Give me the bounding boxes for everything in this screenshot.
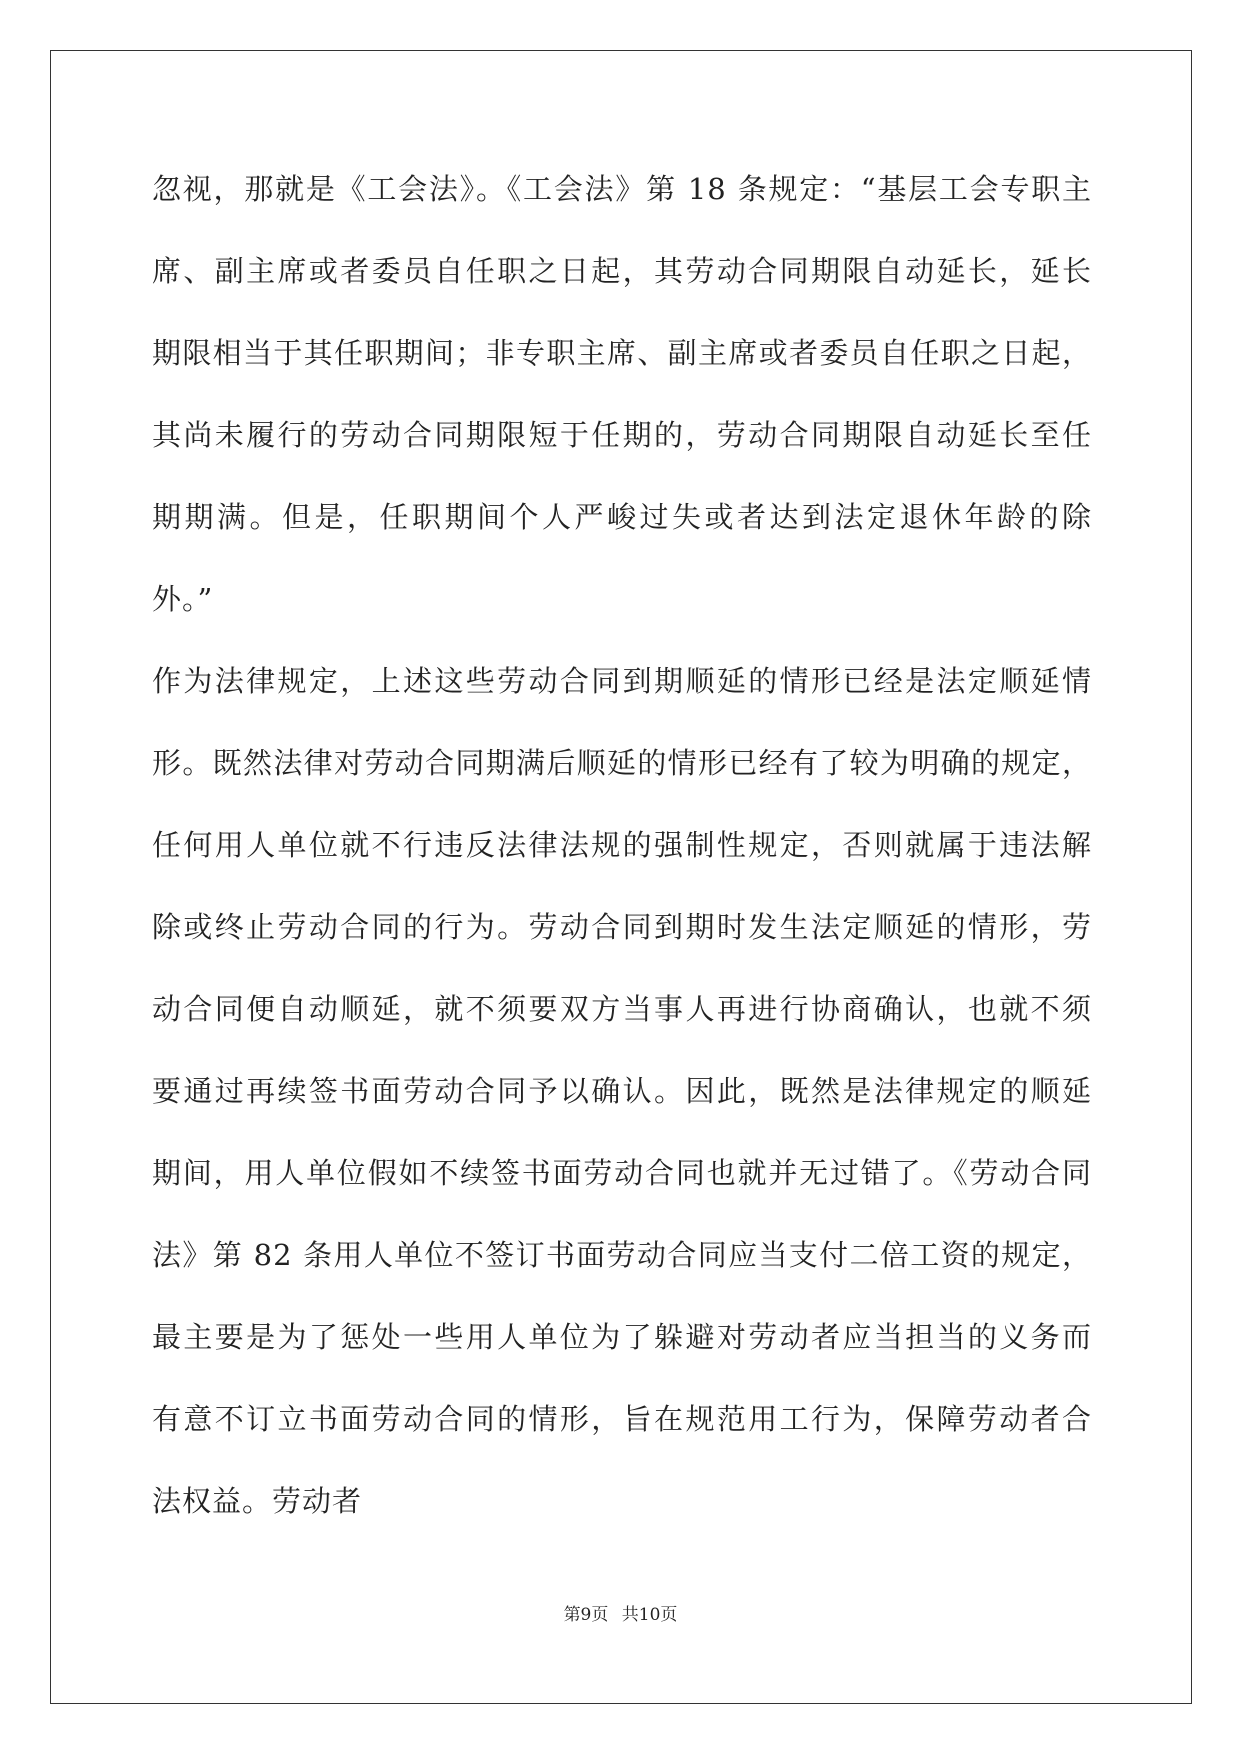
text-line: 有意不订立书面劳动合同的情形，旨在规范用工行为，保障劳动者合: [152, 1402, 1092, 1436]
text-line: 席、副主席或者委员自任职之日起，其劳动合同期限自动延长，延长: [152, 254, 1092, 288]
text-line: 形。既然法律对劳动合同期满后顺延的情形已经有了较为明确的规定，: [152, 746, 1092, 780]
page-number: 第9页: [563, 1605, 609, 1625]
text-line: 外。”: [152, 582, 214, 616]
text-line: 法权益。劳动者: [152, 1484, 363, 1518]
text-line: 要通过再续签书面劳动合同予以确认。因此，既然是法律规定的顺延: [152, 1074, 1092, 1108]
paragraph-1: [152, 148, 1092, 640]
text-line: 其尚未履行的劳动合同期限短于任期的，劳动合同期限自动延长至任: [152, 418, 1092, 452]
text-line: 除或终止劳动合同的行为。劳动合同到期时发生法定顺延的情形，劳: [152, 910, 1092, 944]
text-line: 法》第 82 条用人单位不签订书面劳动合同应当支付二倍工资的规定，: [152, 1238, 1092, 1272]
page-footer: [0, 1600, 1241, 1625]
text-line: 动合同便自动顺延，就不须要双方当事人再进行协商确认，也就不须: [152, 992, 1092, 1026]
text-line: 期期满。但是，任职期间个人严峻过失或者达到法定退休年龄的除: [152, 500, 1092, 534]
text-line: 最主要是为了惩处一些用人单位为了躲避对劳动者应当担当的义务而: [152, 1320, 1092, 1354]
paragraph-2: [152, 640, 1092, 1542]
text-line: 期间，用人单位假如不续签书面劳动合同也就并无过错了。《劳动合同: [152, 1156, 1092, 1190]
text-line: 任何用人单位就不行违反法律法规的强制性规定，否则就属于违法解: [152, 828, 1092, 862]
text-line: 期限相当于其任职期间；非专职主席、副主席或者委员自任职之日起，: [152, 336, 1092, 370]
page-total: 共10页: [621, 1605, 678, 1625]
text-line: 作为法律规定，上述这些劳动合同到期顺延的情形已经是法定顺延情: [152, 664, 1092, 698]
text-line: 忽视，那就是《工会法》。《工会法》第 18 条规定：“基层工会专职主: [152, 172, 1092, 206]
